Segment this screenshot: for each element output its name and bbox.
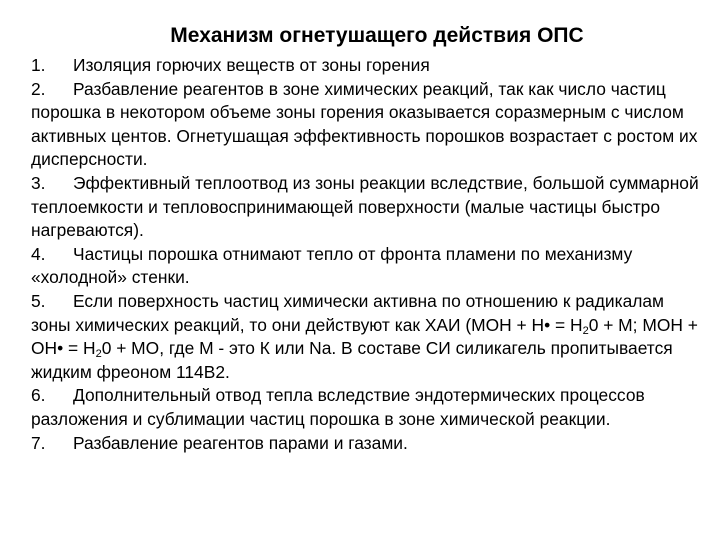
list-item-1 — [31, 54, 701, 78]
slide-title: Механизм огнетушащего действия ОПС — [170, 24, 584, 47]
list-item-7 — [31, 432, 701, 456]
list-item-6 — [31, 384, 701, 431]
item-number: 6. — [31, 385, 46, 406]
item-text: 0 + МО, где М - это К или Na. В составе СИ силикагель пропитывается жидким фреоном 114В2. — [31, 338, 673, 382]
item-number: 5. — [31, 290, 46, 311]
subscript: 2 — [582, 324, 589, 337]
item-text: Частицы порошка отнимают тепло от фронта пламени по механизму «холодной» стенки. — [31, 243, 633, 288]
list-item-5 — [31, 290, 701, 384]
item-text: Дополнительный отвод тепла вследствие эндотермических процессов разложения и сублимации частиц порошка в зоне химической реакции. — [31, 385, 645, 429]
item-text: Разбавление реагентов в зоне химических реакций, так как число частиц порошка в некотором объеме зоны горения оказывается соразмерным с числом активных центов. Огнетушащая эффективность порошков возрастает с ростом их дисперсности. — [31, 78, 698, 170]
item-number: 7. — [31, 432, 46, 453]
slide-body — [31, 54, 701, 455]
subscript: 2 — [95, 348, 102, 361]
item-number: 3. — [31, 172, 46, 193]
item-text: Эффективный теплоотвод из зоны реакции вследствие, большой суммарной теплоемкости и тепловоспринимающей поверхности (малые частицы быстро нагреваются). — [31, 172, 699, 241]
item-number: 1. — [31, 55, 46, 75]
list-item-4 — [31, 243, 701, 290]
item-text: 0 + М; МОН + ОН• = Н — [31, 314, 698, 359]
item-text: Разбавление реагентов парами и газами. — [73, 432, 408, 453]
item-number: 2. — [31, 78, 46, 99]
item-number: 4. — [31, 243, 46, 264]
item-text: Изоляция горючих веществ от зоны горения — [73, 55, 430, 75]
list-item-2 — [31, 78, 701, 172]
item-text: Если поверхность частиц химически активна по отношению к радикалам зоны химических реакций, то они действуют как ХАИ (МОН + Н• = Н — [31, 290, 665, 335]
list-item-3 — [31, 172, 701, 243]
